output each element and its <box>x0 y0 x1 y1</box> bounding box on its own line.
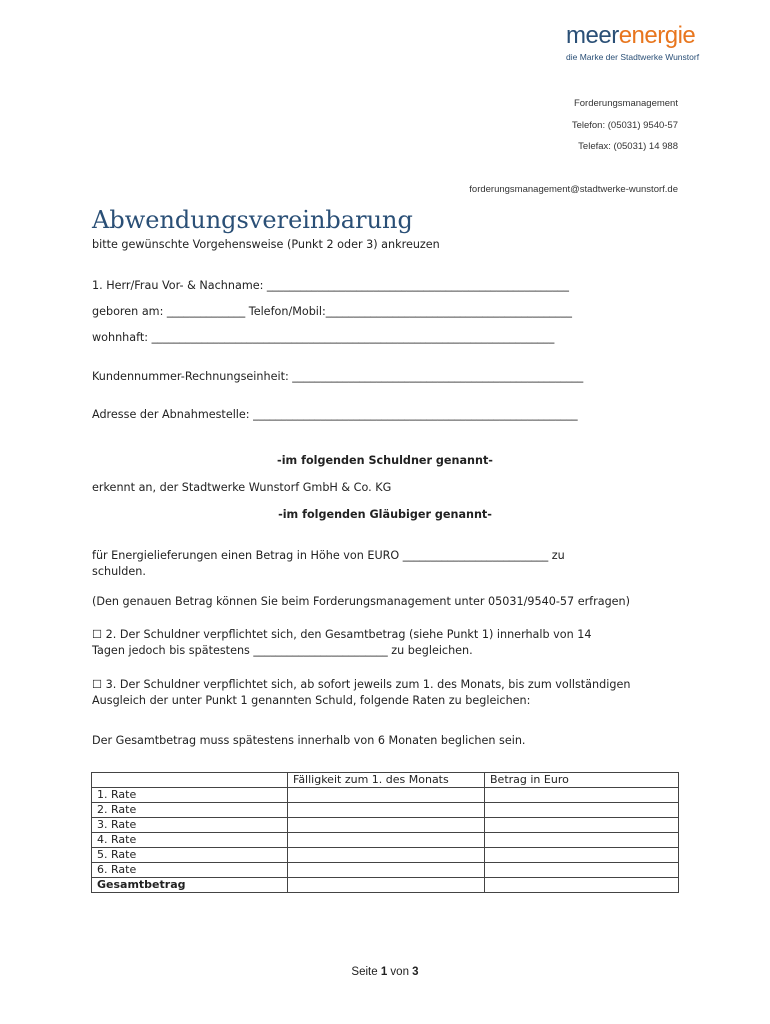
table-header-cell: Fälligkeit zum 1. des Monats <box>288 773 485 788</box>
amount-cell[interactable] <box>485 803 679 818</box>
contact-email[interactable]: forderungsmanagement@stadtwerke-wunstorf.de <box>469 184 678 195</box>
contact-fax: Telefax: (05031) 14 988 <box>578 141 678 152</box>
option-3-text-line-2: Ausgleich der unter Punkt 1 genannten Schuld, folgende Raten zu begleichen: <box>92 694 531 707</box>
amount-cell[interactable] <box>485 863 679 878</box>
creditor-label: -im folgenden Gläubiger genannt- <box>278 508 492 521</box>
table-row <box>92 863 679 878</box>
table-row <box>92 818 679 833</box>
table-header-cell <box>92 773 288 788</box>
rate-label: 2. Rate <box>92 803 288 818</box>
table-header-cell: Betrag in Euro <box>485 773 679 788</box>
debtor-label: -im folgenden Schuldner genannt- <box>277 454 493 467</box>
deadline-note: Der Gesamtbetrag muss spätestens innerhalb von 6 Monaten beglichen sein. <box>92 734 526 747</box>
due-date-cell[interactable] <box>288 833 485 848</box>
table-row <box>92 848 679 863</box>
table-row <box>92 803 679 818</box>
option-2-checkbox[interactable]: ☐ <box>92 628 103 641</box>
rate-label: 3. Rate <box>92 818 288 833</box>
contact-phone: Telefon: (05031) 9540-57 <box>571 120 678 131</box>
due-date-cell[interactable] <box>288 863 485 878</box>
table-row <box>92 833 679 848</box>
logo-wordmark: meerenergie <box>566 22 696 49</box>
acknowledgement-text: erkennt an, der Stadtwerke Wunstorf GmbH & Co. KG <box>92 481 392 494</box>
name-field[interactable]: 1. Herr/Frau Vor- & Nachname: ______________________________________________________ <box>92 279 569 292</box>
option-2-paragraph <box>92 627 652 659</box>
installment-table <box>91 772 679 893</box>
inquiry-note: (Den genauen Betrag können Sie beim Forderungsmanagement unter 05031/9540-57 erfragen) <box>92 595 631 608</box>
option-3-paragraph <box>92 677 652 709</box>
due-date-cell[interactable] <box>288 818 485 833</box>
contact-department: Forderungsmanagement <box>573 98 678 109</box>
residence-field[interactable]: wohnhaft: ________________________________________________________________________ <box>92 331 555 344</box>
option-2-text: 2. Der Schuldner verpflichtet sich, den Gesamtbetrag (siehe Punkt 1) innerhalb von 14 <box>105 628 592 641</box>
option-3-checkbox[interactable]: ☐ <box>92 678 103 691</box>
amount-line-2: schulden. <box>92 565 146 578</box>
rate-label: 6. Rate <box>92 863 288 878</box>
logo-tagline: die Marke der Stadtwerke Wunstorf <box>566 52 700 62</box>
total-amount-cell[interactable] <box>485 878 679 893</box>
option-3-text: 3. Der Schuldner verpflichtet sich, ab sofort jeweils zum 1. des Monats, bis zum vollständigen <box>105 678 631 691</box>
amount-line-1[interactable]: für Energielieferungen einen Betrag in Höhe von EURO __________________________ zu <box>92 549 565 562</box>
rate-label: 5. Rate <box>92 848 288 863</box>
brand-logo <box>566 22 726 62</box>
table-header-row <box>92 773 679 788</box>
rate-label: 4. Rate <box>92 833 288 848</box>
total-label: Gesamtbetrag <box>92 878 288 893</box>
amount-cell[interactable] <box>485 788 679 803</box>
due-date-cell[interactable] <box>288 878 485 893</box>
amount-cell[interactable] <box>485 818 679 833</box>
option-2-deadline-line[interactable]: Tagen jedoch bis spätestens ________________________ zu begleichen. <box>92 644 473 657</box>
rate-label: 1. Rate <box>92 788 288 803</box>
amount-cell[interactable] <box>485 848 679 863</box>
amount-cell[interactable] <box>485 833 679 848</box>
customer-number-field[interactable]: Kundennummer-Rechnungseinheit: ____________________________________________________ <box>92 370 584 383</box>
document-subtitle: bitte gewünschte Vorgehensweise (Punkt 2 oder 3) ankreuzen <box>92 238 440 251</box>
amount-paragraph[interactable] <box>92 548 652 580</box>
birthdate-phone-field[interactable]: geboren am: ______________ Telefon/Mobil:____________________________________________ <box>92 305 572 318</box>
table-total-row <box>92 878 679 893</box>
document-title: Abwendungsvereinbarung <box>92 206 413 234</box>
page-number: Seite 1 von 3 <box>351 966 419 978</box>
due-date-cell[interactable] <box>288 803 485 818</box>
supply-address-field[interactable]: Adresse der Abnahmestelle: __________________________________________________________ <box>92 408 578 421</box>
due-date-cell[interactable] <box>288 788 485 803</box>
table-row <box>92 788 679 803</box>
due-date-cell[interactable] <box>288 848 485 863</box>
